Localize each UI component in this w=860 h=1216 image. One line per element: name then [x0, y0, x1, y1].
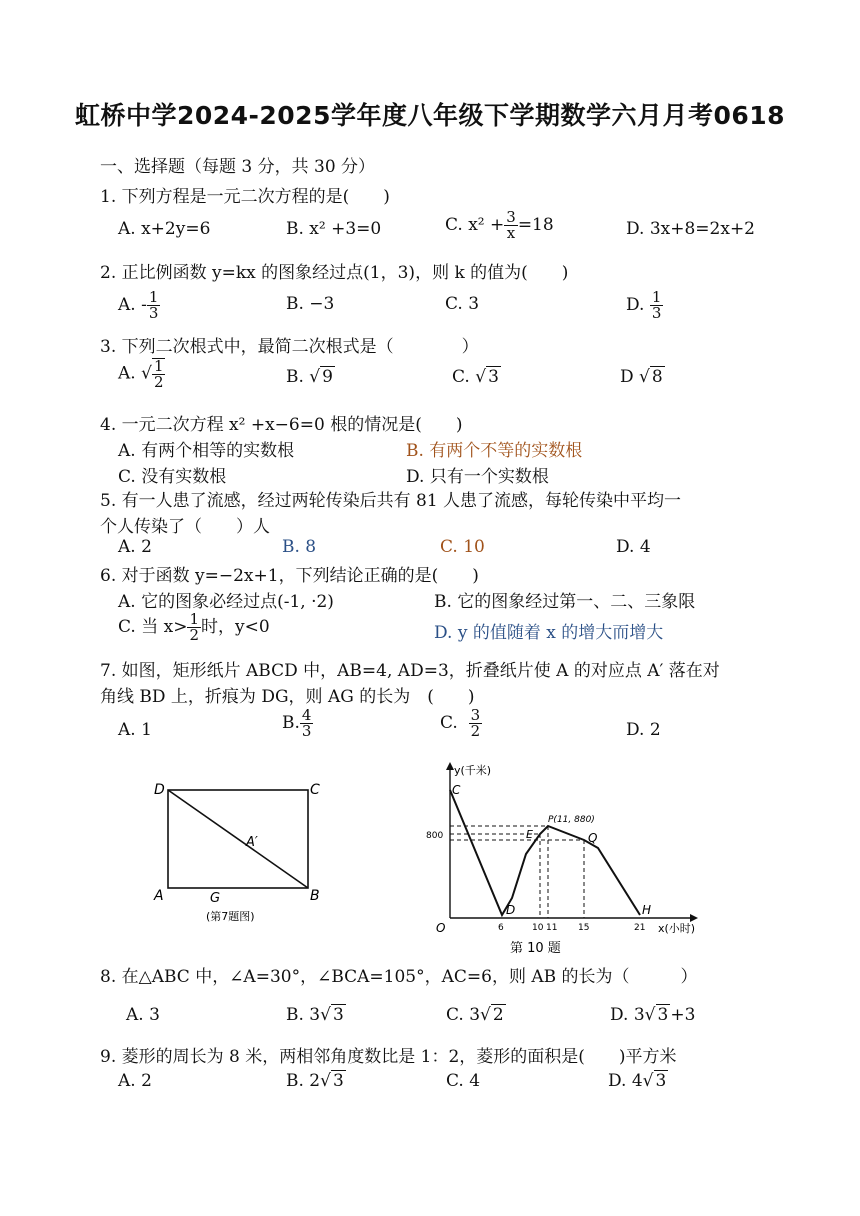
q5-option-d: D. 4	[616, 537, 651, 557]
q2-option-b: B. −3	[286, 294, 335, 314]
q2-option-c: C. 3	[445, 294, 480, 314]
q5-option-c: C. 10	[440, 537, 485, 557]
point-a-label: A	[154, 888, 164, 904]
q6-option-d: D. y 的值随着 x 的增大而增大	[434, 623, 664, 643]
q9-option-a: A. 2	[118, 1071, 152, 1091]
q8-option-b: B. 3√ 3	[286, 1005, 344, 1025]
x-axis-arrow	[690, 914, 698, 922]
point-a-prime-label: A′	[246, 835, 258, 850]
figure-10-graph	[420, 758, 710, 960]
y-axis-arrow	[446, 762, 454, 770]
origin-label: O	[436, 921, 446, 935]
x-tick-21: 21	[634, 923, 646, 933]
point-h-label: H	[642, 903, 652, 917]
q1-option-d: D. 3x+8=2x+2	[626, 219, 756, 239]
q4-option-a: A. 有两个相等的实数根	[118, 441, 295, 461]
point-p-label: P(11, 880)	[548, 815, 595, 825]
x-tick-15: 15	[578, 923, 590, 933]
point-b-label: B	[310, 888, 320, 904]
q8-option-d: D. 3√ 3 +3	[610, 1005, 696, 1025]
q6-option-a: A. 它的图象必经过点(-1, ·2)	[118, 592, 334, 612]
figure-10-caption: 第 10 题	[510, 941, 561, 956]
x-tick-10: 10	[532, 923, 544, 933]
q7-option-b: B. $\frac{4}{3}$	[282, 706, 312, 740]
q8-option-c: C. 3√ 2	[446, 1005, 504, 1025]
y-axis-label: y(千米)	[454, 764, 492, 777]
q2-option-d: D. $\frac{1}{3}$	[626, 288, 662, 322]
q3-option-a: A. √ $\frac{1}{2}$	[118, 357, 164, 391]
distance-curve	[450, 790, 640, 915]
q1-option-c: C. x² + $\frac{3}{x}$ =18	[445, 208, 554, 242]
q7-stem-line1: 7. 如图，矩形纸片 ABCD 中，AB=4, AD=3，折叠纸片使 A 的对应点 A′ 落在对	[100, 661, 720, 681]
q3-stem: 3. 下列二次根式中，最简二次根式是（ ）	[100, 337, 479, 357]
q1-option-b: B. x² +3=0	[286, 219, 382, 239]
q8-option-a: A. 3	[126, 1005, 160, 1025]
q9-option-c: C. 4	[446, 1071, 481, 1091]
q8-stem: 8. 在△ABC 中，∠A=30°，∠BCA=105°，AC=6，则 AB 的长为（ ）	[100, 967, 698, 987]
q3-option-d: D √ 8	[620, 367, 663, 387]
q7-option-d: D. 2	[626, 720, 661, 740]
q9-stem: 9. 菱形的周长为 8 米，两相邻角度数比是 1：2，菱形的面积是( )平方米	[100, 1047, 677, 1067]
q5-option-b: B. 8	[282, 537, 317, 557]
point-g-label: G	[210, 891, 221, 906]
section-heading: 一、选择题（每题 3 分，共 30 分）	[100, 157, 376, 177]
q3-option-c: C. √ 3	[452, 367, 499, 387]
q6-option-c: C. 当 x> $\frac{1}{2}$ 时，y<0	[118, 610, 270, 644]
x-axis-label: x(小时)	[658, 922, 696, 935]
q4-option-d: D. 只有一个实数根	[406, 467, 549, 487]
q5-stem-line2: 个人传染了（ ）人	[100, 517, 270, 537]
point-q-label: Q	[588, 831, 598, 845]
point-d-label: D	[506, 903, 516, 917]
figure-7-caption: (第7题图)	[206, 910, 255, 923]
q5-stem-line1: 5. 有一人患了流感，经过两轮传染后共有 81 人患了流感，每轮传染中平均一	[100, 491, 682, 511]
exam-title: 虹桥中学2024-2025学年度八年级下学期数学六月月考0618	[74, 101, 786, 130]
x-tick-11: 11	[546, 923, 558, 933]
q3-option-b: B. √ 9	[286, 367, 333, 387]
q2-stem: 2. 正比例函数 y=kx 的图象经过点(1，3)，则 k 的值为( )	[100, 263, 569, 283]
q6-option-b: B. 它的图象经过第一、二、三象限	[434, 592, 696, 612]
q9-option-d: D. 4√ 3	[608, 1071, 667, 1091]
q4-option-c: C. 没有实数根	[118, 467, 227, 487]
q5-option-a: A. 2	[118, 537, 152, 557]
figure-7-rectangle	[140, 770, 340, 930]
q9-option-b: B. 2√ 3	[286, 1071, 344, 1091]
q1-stem: 1. 下列方程是一元二次方程的是( )	[100, 187, 390, 207]
point-c-label: C	[310, 782, 320, 798]
q2-option-a: A. - $\frac{1}{3}$	[118, 288, 159, 322]
q4-stem: 4. 一元二次方程 x² +x−6=0 根的情况是( )	[100, 415, 463, 435]
q6-stem: 6. 对于函数 y=−2x+1，下列结论正确的是( )	[100, 566, 479, 586]
q7-option-a: A. 1	[118, 720, 152, 740]
x-tick-6: 6	[498, 923, 504, 933]
q7-option-c: C. $\frac{3}{2}$	[440, 706, 481, 740]
point-c-label: C	[452, 783, 461, 797]
diagonal-bd	[168, 790, 308, 888]
q4-option-b: B. 有两个不等的实数根	[406, 441, 583, 461]
point-d-label: D	[154, 782, 165, 798]
q7-stem-line2: 角线 BD 上，折痕为 DG，则 AG 的长为 ( )	[100, 687, 475, 707]
q1-option-a: A. x+2y=6	[118, 219, 211, 239]
y-tick-800: 800	[426, 831, 444, 841]
point-e-label: E	[526, 828, 533, 841]
